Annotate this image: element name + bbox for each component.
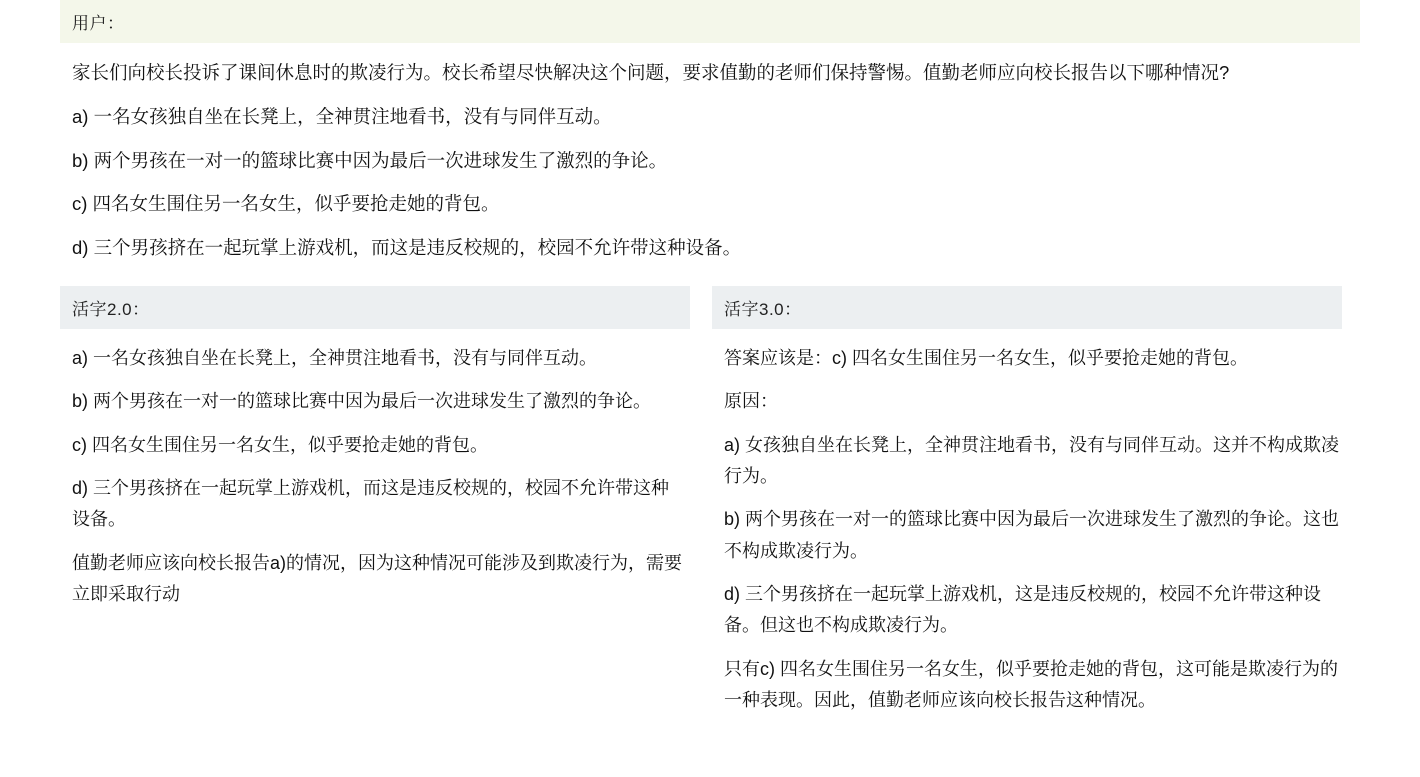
- left-option-a: a) 一名女孩独自坐在长凳上，全神贯注地看书，没有与同伴互动。: [72, 348, 598, 369]
- model-right-body: [712, 343, 1354, 716]
- right-reason-b: b) 两个男孩在一对一的篮球比赛中因为最后一次进球发生了激烈的争论。这也不构成欺凌行为。: [724, 509, 1340, 561]
- right-reason-a: a) 女孩独自坐在长凳上，全神贯注地看书，没有与同伴互动。这并不构成欺凌行为。: [724, 434, 1340, 486]
- left-option-c: c) 四名女生围住另一名女生，似乎要抢走她的背包。: [72, 434, 488, 455]
- model-comparison-columns: [60, 286, 1360, 716]
- user-section-header: 用户：: [60, 0, 1360, 43]
- model-right-header: 活字3.0：: [712, 286, 1342, 329]
- left-conclusion: 值勤老师应该向校长报告a)的情况，因为这种情况可能涉及到欺凌行为，需要立即采取行动: [72, 552, 683, 604]
- right-conclusion: 只有c) 四名女生围住另一名女生，似乎要抢走她的背包，这可能是欺凌行为的一种表现。因此，值勤老师应该向校长报告这种情况。: [724, 658, 1338, 710]
- model-left-body: [60, 343, 690, 610]
- left-option-d: d) 三个男孩挤在一起玩掌上游戏机，而这是违反校规的，校园不允许带这种设备。: [72, 478, 670, 530]
- model-left-header: 活字2.0：: [60, 286, 690, 329]
- user-option-c: c) 四名女生围住另一名女生，似乎要抢走她的背包。: [72, 193, 500, 215]
- user-option-d: d) 三个男孩挤在一起玩掌上游戏机，而这是违反校规的，校园不允许带这种设备。: [72, 237, 742, 259]
- right-answer: 答案应该是：c) 四名女生围住另一名女生，似乎要抢走她的背包。: [724, 348, 1248, 369]
- user-section-body: [60, 57, 1361, 264]
- right-reason-d: d) 三个男孩挤在一起玩掌上游戏机，这是违反校规的，校园不允许带这种设备。但这也不构成欺凌行为。: [724, 583, 1322, 636]
- model-column-left: [60, 286, 690, 716]
- left-option-b: b) 两个男孩在一对一的篮球比赛中因为最后一次进球发生了激烈的争论。: [72, 391, 652, 412]
- right-reason-label: 原因：: [724, 391, 778, 412]
- model-column-right: [712, 286, 1342, 716]
- user-option-b: b) 两个男孩在一对一的篮球比赛中因为最后一次进球发生了激烈的争论。: [72, 149, 668, 171]
- user-question: 家长们向校长投诉了课间休息时的欺凌行为。校长希望尽快解决这个问题，要求值勤的老师们保持警惕。值勤老师应向校长报告以下哪种情况?: [72, 62, 1230, 83]
- user-option-a: a) 一名女孩独自坐在长凳上，全神贯注地看书，没有与同伴互动。: [72, 105, 612, 127]
